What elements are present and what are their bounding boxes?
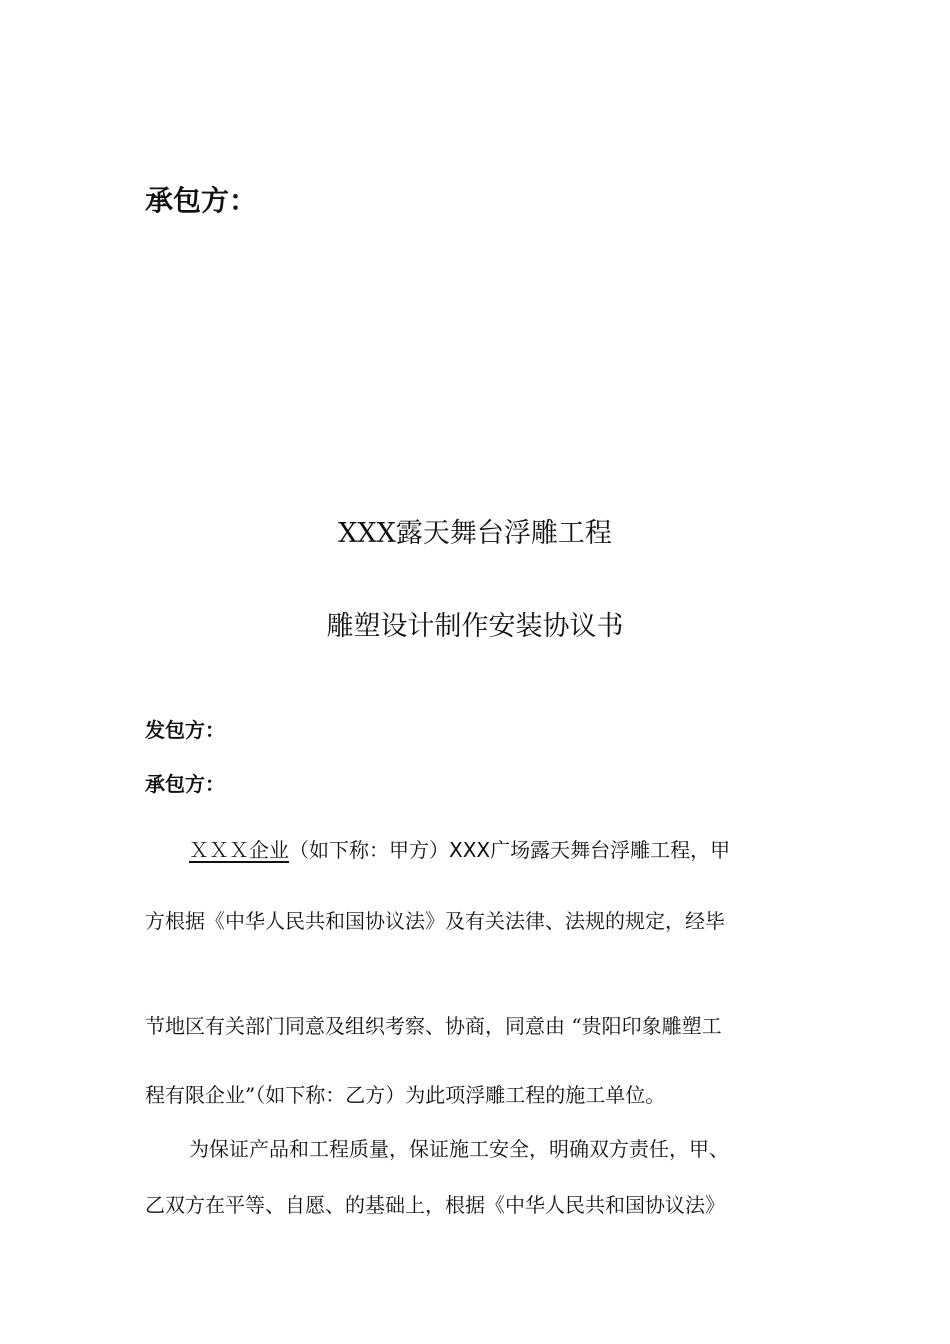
project-description: 广场露天舞台浮雕工程，甲 xyxy=(490,838,731,862)
paragraph-2-line-2: 乙双方在平等、自愿、的基础上，根据《中华人民共和国协议法》 xyxy=(145,1193,725,1217)
employer-label: 发包方： xyxy=(145,718,225,742)
contractor-label: 承包方： xyxy=(145,772,225,796)
document-title-line-1: XXX露天舞台浮雕工程 xyxy=(338,518,612,549)
paragraph-1-line-1 xyxy=(145,835,854,865)
paragraph-1-line-3: 节地区有关部门同意及组织考察、协商，同意由 “贵阳印象雕塑工 xyxy=(145,1014,722,1038)
company-name: ＸＸＸ企业 xyxy=(189,838,289,862)
cover-contractor-label: 承包方： xyxy=(145,184,258,217)
paragraph-1-line-4: 程有限企业”（如下称：乙方）为此项浮雕工程的施工单位。 xyxy=(145,1083,666,1107)
paragraph-2-line-1: 为保证产品和工程质量，保证施工安全，明确双方责任，甲、 xyxy=(189,1137,729,1161)
party-a-designation: （如下称：甲方） xyxy=(289,838,449,862)
project-code: XXX xyxy=(449,838,491,862)
paragraph-1-line-2: 方根据《中华人民共和国协议法》及有关法律、法规的规定，经毕 xyxy=(145,909,725,933)
document-title-line-2: 雕塑设计制作安装协议书 xyxy=(326,611,624,642)
